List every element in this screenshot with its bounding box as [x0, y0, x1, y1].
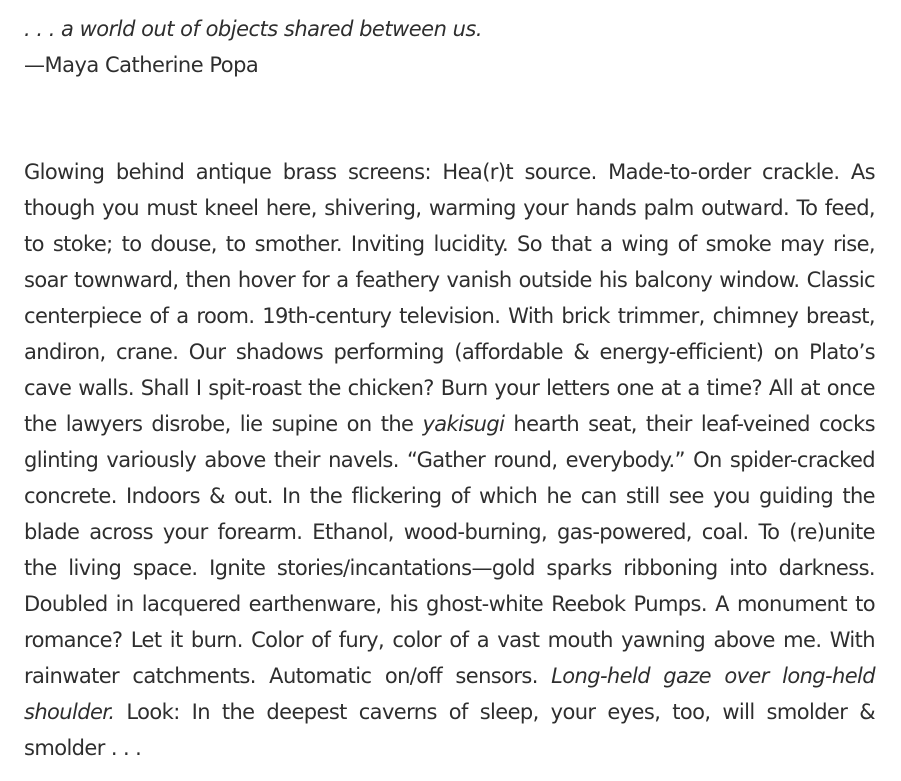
prose-text-part-3: Look: In the deepest caverns of sleep, your eyes, too, will smolder & smolder . . .: [24, 700, 875, 760]
prose-text-part-1: Glowing behind antique brass screens: Hea(r)t source. Made-to-order crackle. As though you must kneel here, shivering, warming your hands palm outward. To feed, to stoke; to douse, to smother. Inviting lucidity. So that a wing of smoke may rise, soar townward, then hover for a feathery vanish outside his balcony window. Classic centerpiece of a room. 19th-century television. With brick trimmer, chimney breast, andiron, crane. Our shadows performing (affordable & energy-efficient) on Plato’s cave walls. Shall I spit-roast the chicken? Burn your letters one at a time? All at once the lawyers disrobe, lie supine on the: [24, 160, 875, 436]
prose-italic-yakisugi: yakisugi: [422, 412, 505, 436]
prose-poem-body: [24, 154, 875, 766]
epigraph-attribution: —Maya Catherine Popa: [24, 53, 259, 77]
prose-text-part-2: hearth seat, their leaf-veined cocks glinting variously above their navels. “Gather round, everybody.” On spider-cracked concrete. Indoors & out. In the flickering of which he can still see you guiding the blade across your forearm. Ethanol, wood-burning, gas-powered, coal. To (re)unite the living space. Ignite stories/incantations—gold sparks ribboning into darkness. Doubled in lacquered earthenware, his ghost-white Reebok Pumps. A monument to romance? Let it burn. Color of fury, color of a vast mouth yawning above me. With rainwater catchments. Automatic on/off sensors.: [24, 412, 875, 688]
epigraph-quote: . . . a world out of objects shared between us.: [24, 17, 482, 41]
prose-italic-gaze: Long-held gaze over long-held shoulder.: [24, 664, 875, 724]
epigraph: [24, 11, 482, 83]
